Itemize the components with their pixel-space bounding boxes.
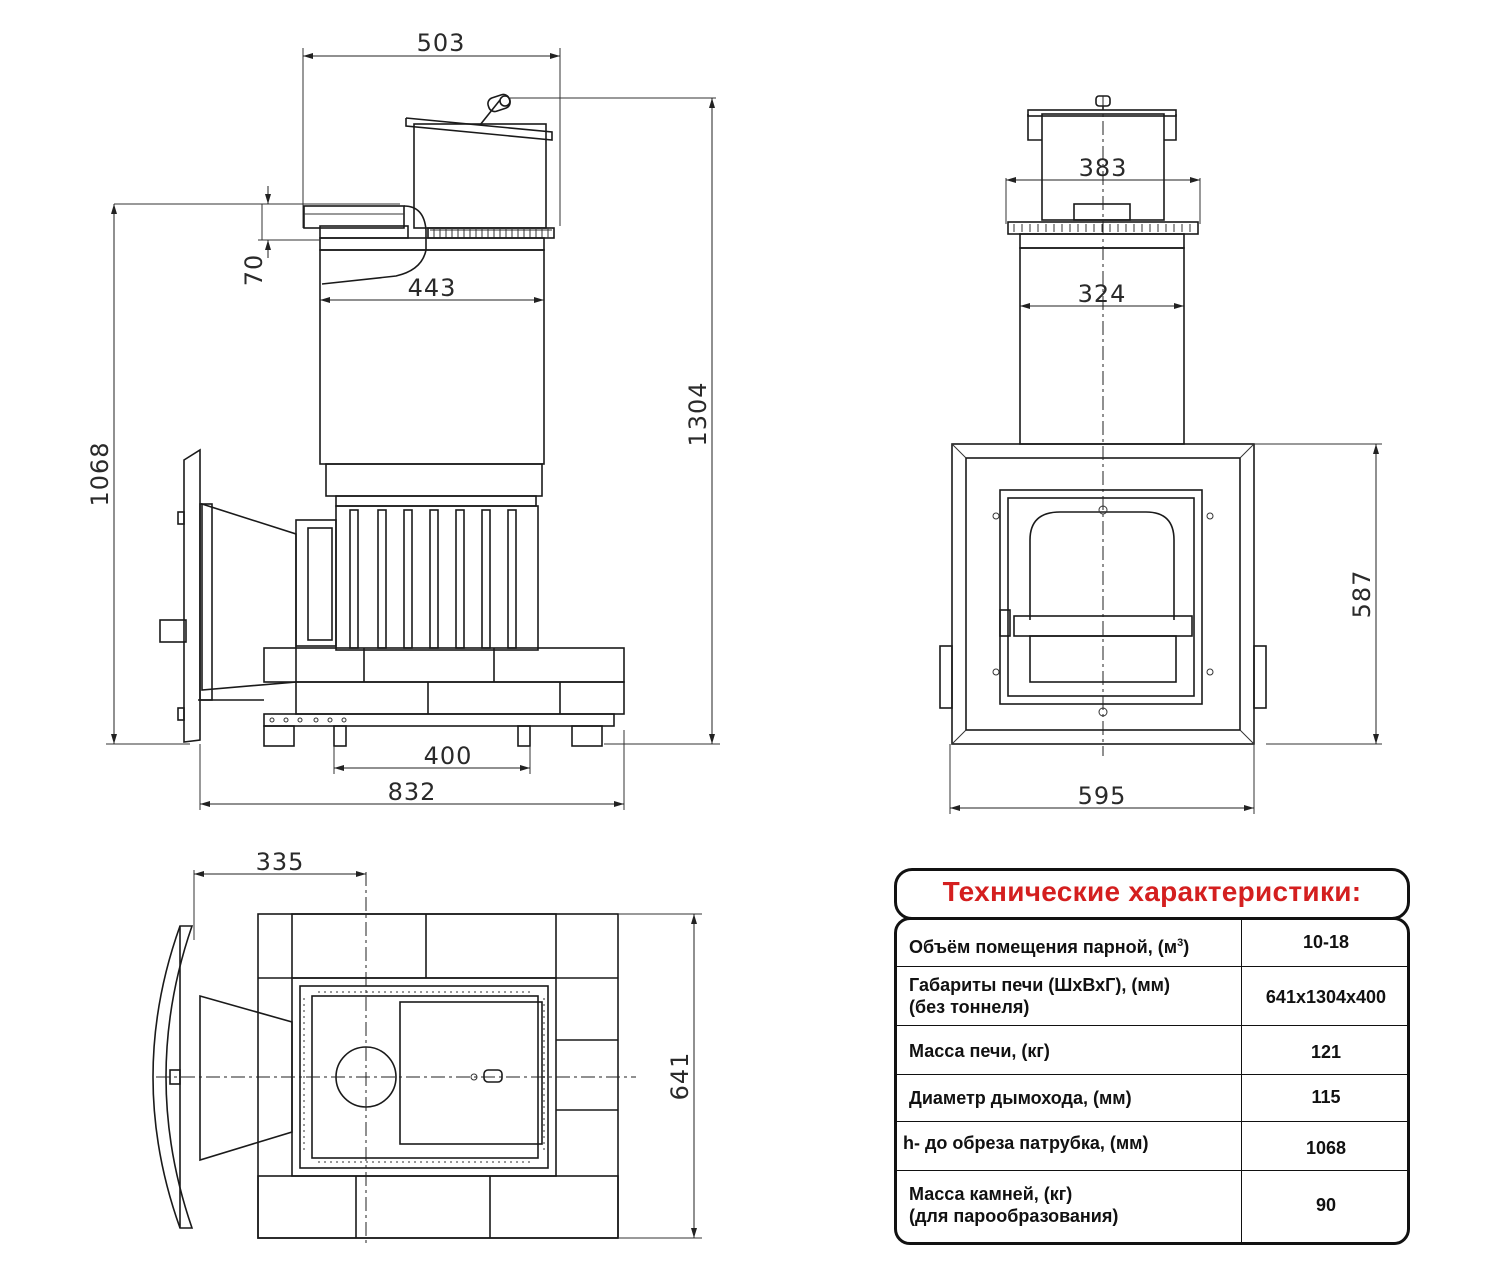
dim-1068: 1068 bbox=[86, 441, 114, 507]
spec-value: 121 bbox=[1310, 1042, 1342, 1062]
spec-label: h- до обреза патрубка, (мм) bbox=[903, 1133, 1149, 1153]
specs-title-box bbox=[894, 868, 1410, 920]
spec-label: Габариты печи (ШхВхГ), (мм) (без тоннеля) bbox=[909, 975, 1170, 1017]
spec-label: Диаметр дымохода, (мм) bbox=[909, 1088, 1132, 1108]
dim-383: 383 bbox=[1078, 154, 1128, 182]
dim-400: 400 bbox=[423, 742, 473, 770]
dim-335: 335 bbox=[255, 848, 305, 876]
dim-1304: 1304 bbox=[684, 381, 712, 447]
spec-row-height bbox=[897, 1122, 1407, 1171]
spec-label: Объём помещения парной, $(м^3)$ bbox=[909, 937, 1190, 957]
dim-595: 595 bbox=[1077, 782, 1127, 810]
dim-324: 324 bbox=[1077, 280, 1127, 308]
spec-row-chimney bbox=[897, 1075, 1407, 1122]
dim-503: 503 bbox=[416, 29, 466, 57]
spec-label: Масса камней, (кг) (для парообразования) bbox=[909, 1184, 1119, 1226]
spec-row-stones bbox=[897, 1171, 1407, 1242]
dim-641: 641 bbox=[666, 1051, 694, 1101]
dim-443: 443 bbox=[407, 274, 457, 302]
spec-row-mass bbox=[897, 1026, 1407, 1075]
front-view bbox=[940, 96, 1382, 814]
dim-832: 832 bbox=[387, 778, 437, 806]
dim-70: 70 bbox=[240, 253, 268, 287]
spec-value: 1068 bbox=[1305, 1138, 1347, 1158]
spec-value: 115 bbox=[1311, 1087, 1341, 1107]
dim-587: 587 bbox=[1348, 569, 1376, 619]
spec-value: 641х1304х400 bbox=[1265, 987, 1387, 1007]
plan-view bbox=[153, 848, 702, 1246]
specs-table bbox=[894, 917, 1410, 1245]
spec-value: 90 bbox=[1315, 1195, 1337, 1215]
spec-label: Масса печи, (кг) bbox=[909, 1041, 1050, 1061]
spec-value: 10-18 bbox=[1302, 932, 1350, 952]
specs-title: Технические характеристики: bbox=[942, 876, 1362, 907]
side-view bbox=[86, 29, 720, 810]
spec-row-dimensions bbox=[897, 967, 1407, 1026]
spec-row-volume bbox=[897, 920, 1407, 967]
